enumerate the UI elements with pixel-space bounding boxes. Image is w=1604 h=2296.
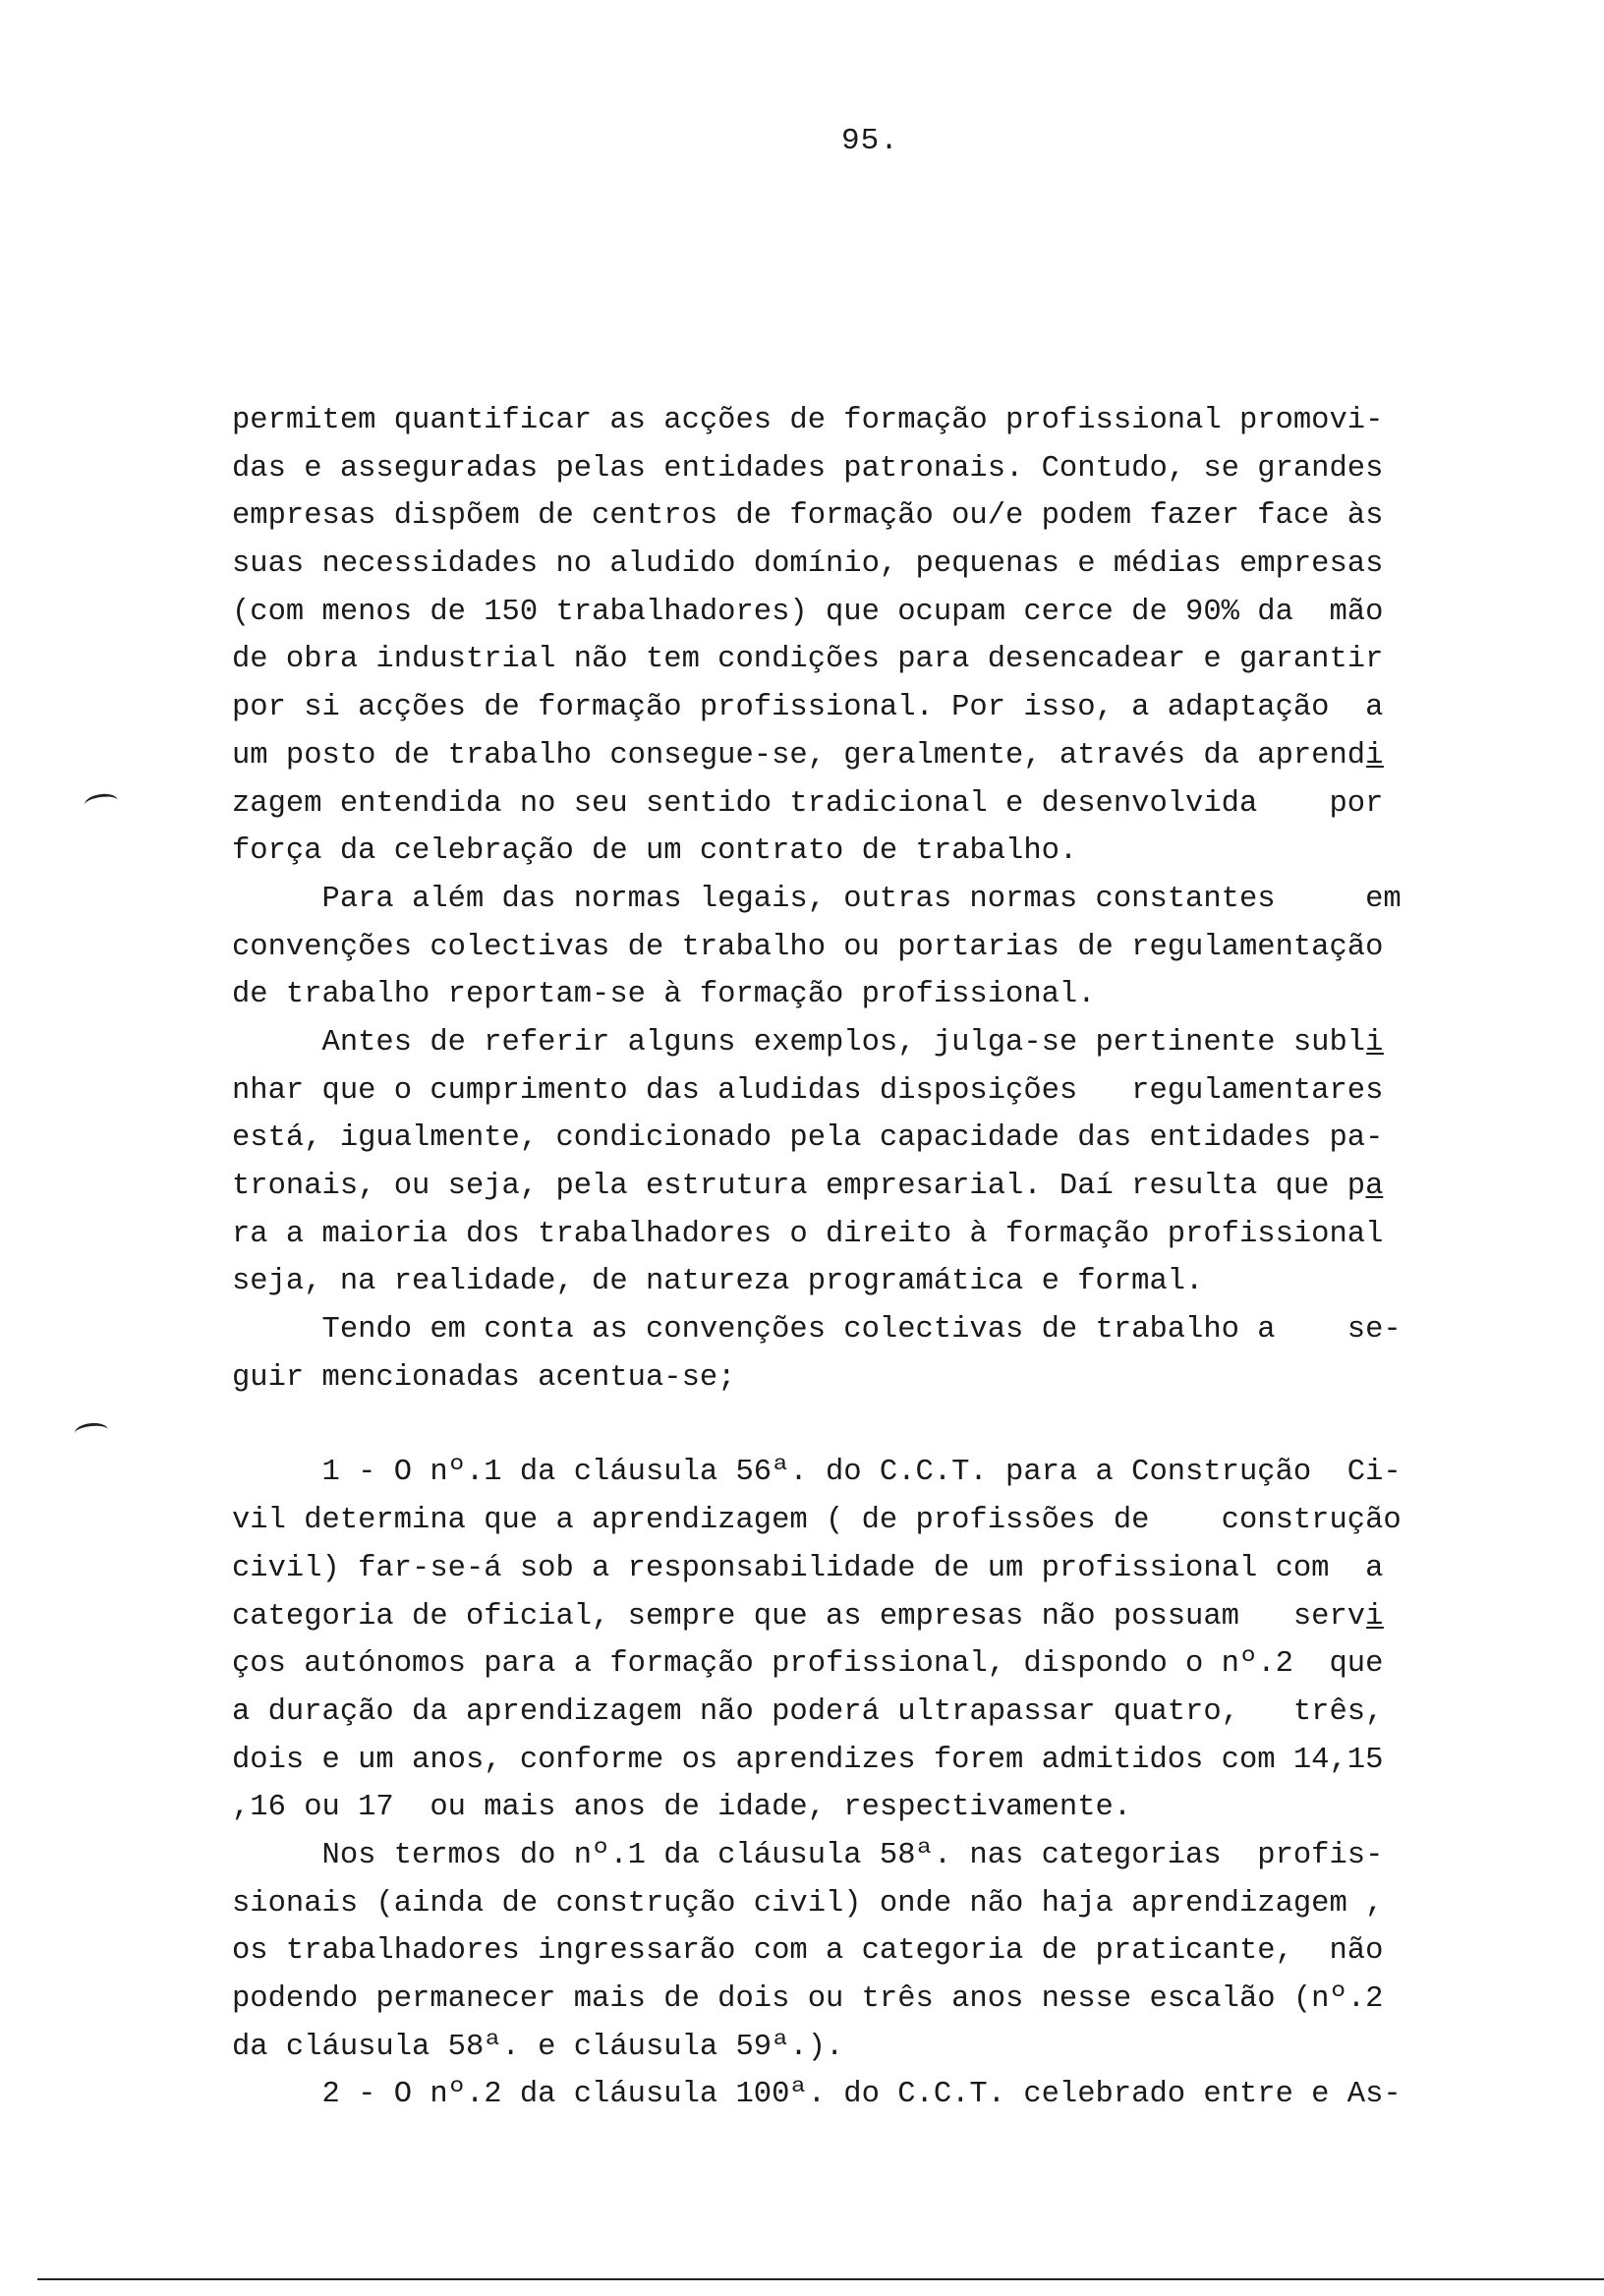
text-line: vil determina que a aprendizagem ( de profissões de construção	[232, 1504, 1402, 1538]
text-line: de obra industrial não tem condições para desencadear e garantir	[232, 643, 1384, 677]
margin-mark	[74, 1421, 109, 1441]
text-line: empresas dispõem de centros de formação ou/e podem fazer face às	[232, 499, 1384, 534]
text-line: (com menos de 150 trabalhadores) que ocupam cerce de 90% da mão	[232, 595, 1384, 629]
text-line: podendo permanecer mais de dois ou três anos nesse escalão (nº.2	[232, 1982, 1384, 2016]
text-line: nhar que o cumprimento das aludidas disposições regulamentares	[232, 1073, 1384, 1108]
text-line: ra a maioria dos trabalhadores o direito à formação profissional	[232, 1217, 1384, 1251]
text-line: Antes de referir alguns exemplos, julga-se pertinente subli̲	[232, 1025, 1384, 1060]
text-line: civil) far-se-á sob a responsabilidade de um profissional com a	[232, 1551, 1384, 1585]
text-line: dois e um anos, conforme os aprendizes forem admitidos com 14,15	[232, 1743, 1384, 1777]
text-line: das e asseguradas pelas entidades patronais. Contudo, se grandes	[232, 451, 1384, 486]
text-line: suas necessidades no aludido domínio, pequenas e médias empresas	[232, 547, 1384, 582]
text-line: por si acções de formação profissional. Por isso, a adaptação a	[232, 691, 1384, 725]
text-line: os trabalhadores ingressarão com a categoria de praticante, não	[232, 1934, 1384, 1969]
text-line: 1 - O nº.1 da cláusula 56ª. do C.C.T. para a Construção Ci-	[232, 1456, 1402, 1490]
text-line: ços autónomos para a formação profissional, dispondo o nº.2 que	[232, 1647, 1384, 1682]
text-line: categoria de oficial, sempre que as empresas não possuam servi̲	[232, 1599, 1384, 1634]
text-line: Para além das normas legais, outras normas constantes em	[232, 882, 1402, 916]
text-line: guir mencionadas acentua-se;	[232, 1360, 736, 1395]
text-line: da cláusula 58ª. e cláusula 59ª.).	[232, 2030, 844, 2064]
text-line: Nos termos do nº.1 da cláusula 58ª. nas categorias profis-	[232, 1838, 1384, 1872]
page-number: 95.	[841, 124, 899, 158]
margin-mark	[84, 792, 119, 814]
body-text	[232, 397, 1480, 2119]
text-line: está, igualmente, condicionado pela capacidade das entidades pa-	[232, 1121, 1384, 1156]
text-line: ,16 ou 17 ou mais anos de idade, respectivamente.	[232, 1791, 1132, 1825]
paragraph-gap	[232, 1402, 1480, 1449]
text-line: um posto de trabalho consegue-se, geralmente, através da aprendi̲	[232, 738, 1384, 773]
text-line: força da celebração de um contrato de trabalho.	[232, 834, 1078, 869]
text-line: Tendo em conta as convenções colectivas de trabalho a se-	[232, 1313, 1402, 1348]
text-line: tronais, ou seja, pela estrutura empresarial. Daí resulta que pa̲	[232, 1170, 1384, 1203]
text-line: 2 - O nº.2 da cláusula 100ª. do C.C.T. celebrado entre e As-	[232, 2078, 1402, 2112]
text-line: convenções colectivas de trabalho ou portarias de regulamentação	[232, 930, 1384, 964]
text-line: sionais (ainda de construção civil) onde não haja aprendizagem ,	[232, 1886, 1384, 1921]
text-line: zagem entendida no seu sentido tradicional e desenvolvida por	[232, 786, 1384, 821]
text-line: seja, na realidade, de natureza programática e formal.	[232, 1265, 1204, 1299]
text-line: permitem quantificar as acções de formação profissional promovi-	[232, 404, 1384, 437]
footer-divider	[37, 2278, 1604, 2280]
text-line: a duração da aprendizagem não poderá ultrapassar quatro, três,	[232, 1694, 1384, 1729]
text-line: de trabalho reportam-se à formação profissional.	[232, 978, 1096, 1012]
